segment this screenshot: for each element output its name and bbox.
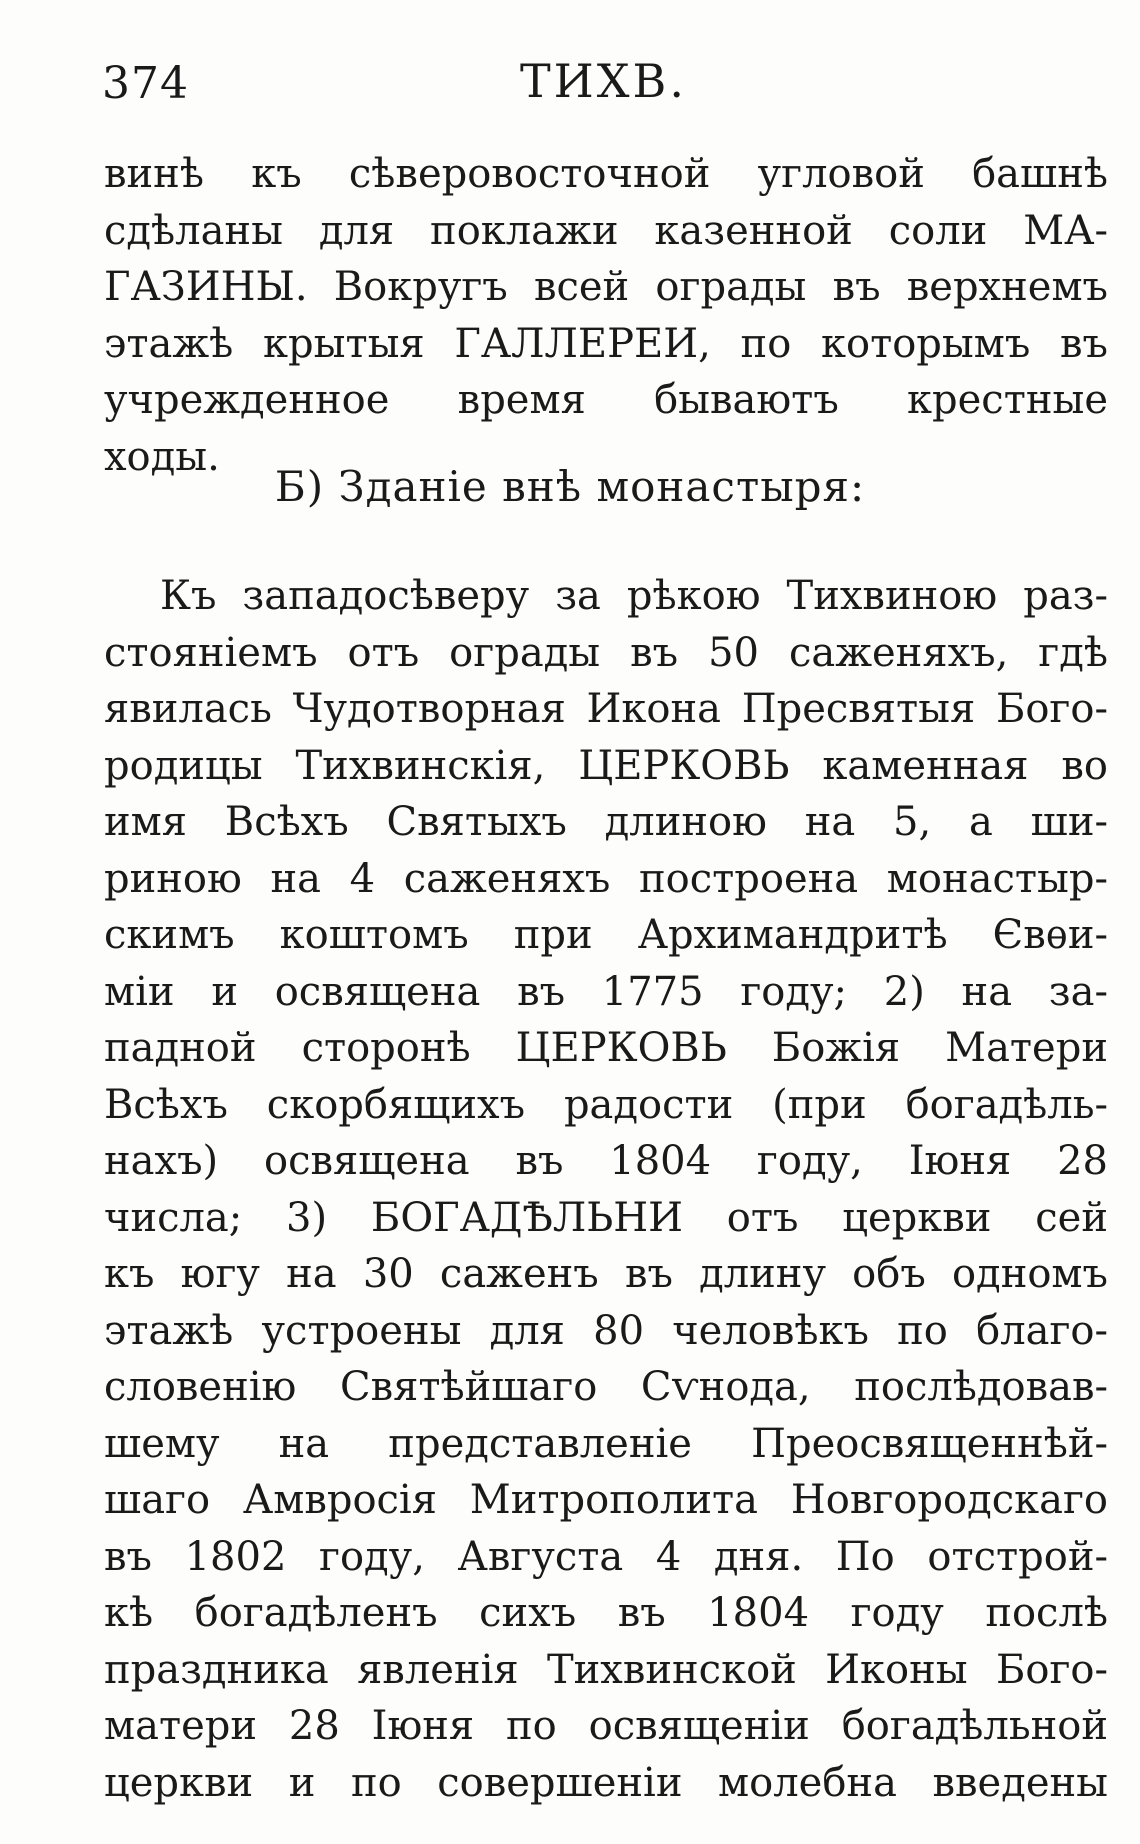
text-line: ГАЗИНЫ. Вокругъ всей ограды въ верхнемъ xyxy=(104,264,1108,310)
page-number: 374 xyxy=(102,58,189,109)
text-line: родицы Тихвинскія, ЦЕРКОВЬ каменная во xyxy=(104,742,1108,789)
text-line: міи и освящена въ 1775 году; 2) на за- xyxy=(104,968,1108,1015)
text-line: шаго Амвросія Митрополита Новгородскаго xyxy=(104,1477,1108,1523)
running-title: ТИХВ. xyxy=(520,54,687,108)
text-line: къ югу на 30 саженъ въ длину объ одномъ xyxy=(104,1251,1108,1297)
text-line: скимъ коштомъ при Архимандритѣ Євѳи- xyxy=(104,912,1108,958)
text-line: этажѣ устроены для 80 человѣкъ по благо- xyxy=(104,1307,1108,1354)
text-line: въ 1802 году, Августа 4 дня. По отстрой- xyxy=(104,1533,1108,1580)
paragraph-monastery-buildings xyxy=(104,146,1108,485)
paragraph-outside-buildings xyxy=(104,568,1108,1811)
running-head xyxy=(0,48,1140,118)
text-line: Всѣхъ скорбящихъ радости (при богадѣль- xyxy=(104,1081,1108,1128)
text-line: винѣ къ сѣверовосточной угловой башнѣ xyxy=(104,151,1108,197)
text-line: риною на 4 саженяхъ построена монастыр- xyxy=(104,855,1108,902)
text-line: имя Всѣхъ Святыхъ длиною на 5, а ши- xyxy=(104,799,1108,845)
text-line: числа; 3) БОГАДѢЛЬНИ отъ церкви сей xyxy=(104,1194,1108,1241)
text-line: праздника явленія Тихвинской Иконы Бого- xyxy=(104,1646,1108,1693)
text-line: стояніемъ отъ ограды въ 50 саженяхъ, гдѣ xyxy=(104,629,1108,676)
text-line: этажѣ крытыя ГАЛЛЕРЕИ, по которымъ въ xyxy=(104,320,1108,367)
text-line: явилась Чудотворная Икона Пресвятыя Бого- xyxy=(104,686,1108,732)
text-line: сдѣланы для поклажи казенной соли МА- xyxy=(104,207,1108,254)
text-line: Къ западосѣверу за рѣкою Тихвиною раз- xyxy=(160,573,1108,619)
text-line: кѣ богадѣленъ сихъ въ 1804 году послѣ xyxy=(104,1590,1108,1636)
text-line: матери 28 Іюня по освященіи богадѣльной xyxy=(104,1703,1108,1749)
text-line: нахъ) освящена въ 1804 году, Іюня 28 xyxy=(104,1138,1108,1184)
text-line: ходы. xyxy=(104,433,220,480)
text-line: церкви и по совершеніи молебна введены xyxy=(104,1759,1108,1806)
text-line: учрежденное время бываютъ крестные xyxy=(104,377,1108,423)
section-heading: Б) Зданіе внѣ монастыря: xyxy=(274,462,866,511)
text-line: падной сторонѣ ЦЕРКОВЬ Божія Матери xyxy=(104,1025,1108,1071)
text-line: шему на представленіе Преосвященнѣй- xyxy=(104,1420,1108,1467)
text-line: словенію Святѣйшаго Сѵнода, послѣдовав- xyxy=(104,1364,1108,1410)
